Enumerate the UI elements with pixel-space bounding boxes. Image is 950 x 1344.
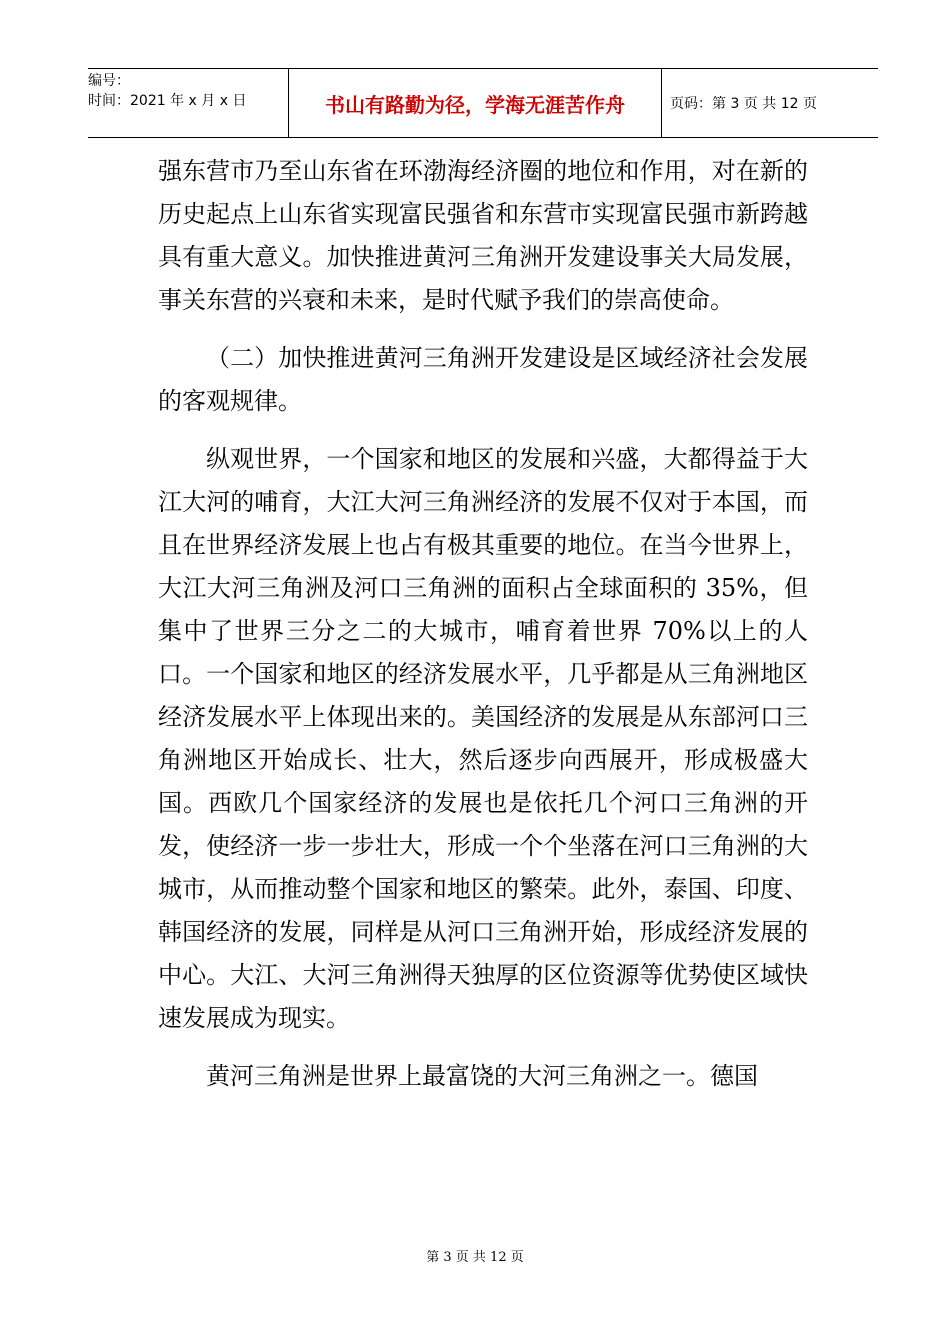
paragraph-1: 强东营市乃至山东省在环渤海经济圈的地位和作用，对在新的历史起点上山东省实现富民强省和东营市实现富民强市新跨越具有重大意义。加快推进黄河三角洲开发建设事关大局发展，事关东营的兴衰和未来，是时代赋予我们的崇高使命。	[158, 157, 808, 314]
document-number-label: 编号：	[88, 73, 130, 89]
paragraph-3: 黄河三角洲是世界上最富饶的大河三角洲之一。德国	[206, 1062, 758, 1090]
page-footer: 第 3 页 共 12 页	[426, 1250, 524, 1265]
header-page-info: 页码：第 3 页 共 12 页	[670, 96, 817, 112]
document-time-label: 时间：2021 年 x 月 x 日	[88, 93, 247, 109]
paragraph-2: 纵观世界，一个国家和地区的发展和兴盛，大都得益于大江大河的哺育，大江大河三角洲经济的发展不仅对于本国，而且在世界经济发展上也占有极其重要的地位。在当今世界上，大江大河三角洲及河口三角洲的面积占全球面积的 35%，但集中了世界三分之二的大城市，哺育着世界 70%以上的人口。一个国家和地区的经济发展水平，几乎都是从三角洲地区经济发展水平上体现出来的。美国经济的发展是从东部河口三角洲地区开始成长、壮大，然后逐步向西展开，形成极盛大国。西欧几个国家经济的发展也是依托几个河口三角洲的开发，使经济一步一步壮大，形成一个个坐落在河口三角洲的大城市，从而推动整个国家和地区的繁荣。此外，泰国、印度、韩国经济的发展，同样是从河口三角洲开始，形成经济发展的中心。大江、大河三角洲得天独厚的区位资源等优势使区域快速发展成为现实。	[158, 445, 808, 1032]
page-header	[88, 68, 878, 138]
document-body	[158, 150, 808, 1098]
section-heading: （二）加快推进黄河三角洲开发建设是区域经济社会发展的客观规律。	[158, 344, 808, 415]
header-motto: 书山有路勤为径，学海无涯苦作舟	[288, 69, 662, 137]
header-meta	[88, 69, 288, 137]
